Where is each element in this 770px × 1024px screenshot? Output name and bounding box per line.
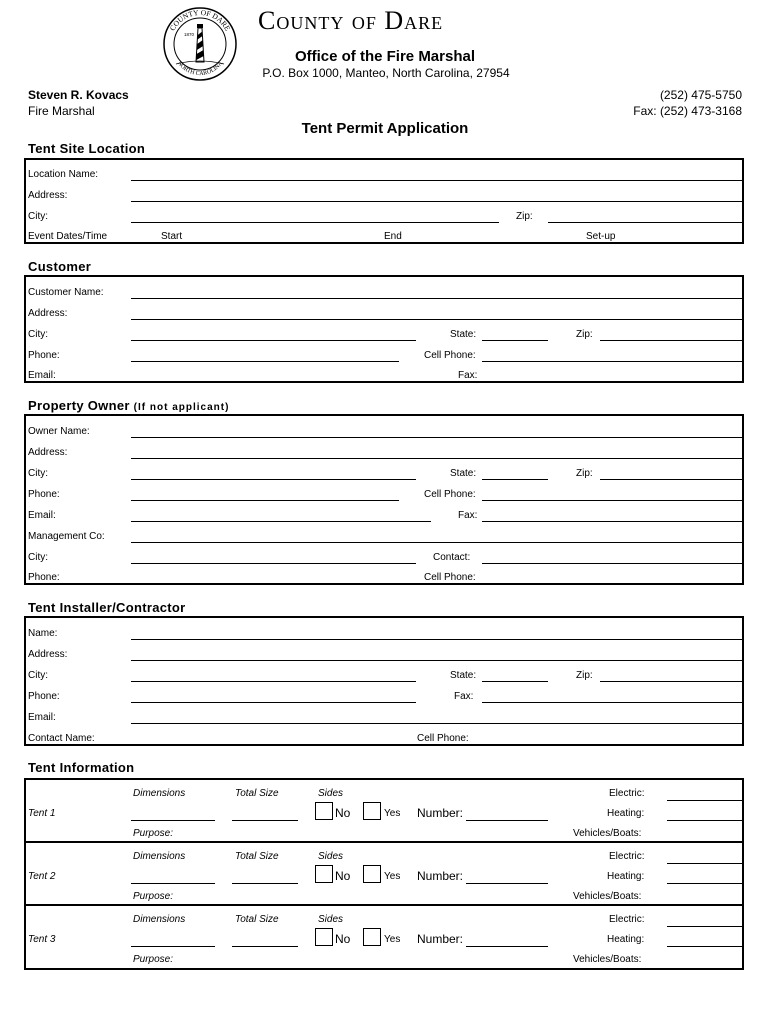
tent3-sides-yes-checkbox[interactable] (363, 928, 381, 946)
tent1-total-size-label: Total Size (235, 788, 279, 799)
tent3-electric-field[interactable] (667, 926, 742, 927)
installer-zip-label: Zip: (576, 670, 593, 681)
tent3-total-size-field[interactable] (232, 946, 298, 947)
tent1-total-size-field[interactable] (232, 820, 298, 821)
customer-cell-label: Cell Phone: (424, 350, 476, 361)
tent3-heating-field[interactable] (667, 946, 742, 947)
tent1-heating-label: Heating: (607, 808, 645, 819)
owner-email-label: Email: (28, 510, 56, 521)
customer-phone-label: Phone: (28, 350, 60, 361)
installer-fax-label: Fax: (454, 691, 474, 702)
tent3-no-label: No (335, 932, 351, 946)
seal-bottom-text: NORTH CAROLINA (175, 60, 225, 78)
location-name-field[interactable] (131, 180, 742, 181)
tent1-dimensions-field[interactable] (131, 820, 215, 821)
customer-section (24, 275, 744, 383)
installer-address-label: Address: (28, 649, 68, 660)
tent2-number-label: Number: (417, 869, 464, 883)
tent1-number-field[interactable] (466, 820, 548, 821)
customer-zip-field[interactable] (600, 340, 742, 341)
event-start-label: Start (161, 231, 183, 242)
owner-state-field[interactable] (482, 479, 548, 480)
owner-heading-note: (If not applicant) (133, 402, 230, 413)
tent2-sides-no-checkbox[interactable] (315, 865, 333, 883)
installer-phone-label: Phone: (28, 691, 60, 702)
site-heading: Tent Site Location (28, 141, 146, 156)
tent2-electric-label: Electric: (609, 851, 645, 862)
tent3-sides-no-checkbox[interactable] (315, 928, 333, 946)
customer-state-field[interactable] (482, 340, 548, 341)
tent2-heating-field[interactable] (667, 883, 742, 884)
customer-name-label: Customer Name: (28, 287, 104, 298)
customer-city-field[interactable] (131, 340, 416, 341)
installer-contact-label: Contact Name: (28, 733, 95, 744)
tent3-label: Tent 3 (28, 934, 56, 945)
customer-name-field[interactable] (131, 298, 742, 299)
installer-heading: Tent Installer/Contractor (28, 600, 186, 615)
tent2-dimensions-field[interactable] (131, 883, 215, 884)
installer-phone-field[interactable] (131, 702, 416, 703)
owner-phone-field[interactable] (131, 500, 399, 501)
form-title: Tent Permit Application (301, 120, 469, 137)
county-title: County of Dare (258, 6, 444, 35)
seal-year: 1870 (184, 32, 195, 37)
county-seal (162, 6, 238, 82)
mgmt-city-label: City: (28, 552, 48, 563)
owner-city-field[interactable] (131, 479, 416, 480)
owner-heading-text: Property Owner (28, 398, 130, 413)
owner-cell-label: Cell Phone: (424, 489, 476, 500)
installer-section (24, 616, 744, 746)
tent3-electric-label: Electric: (609, 914, 645, 925)
owner-state-label: State: (450, 468, 477, 479)
office-name: Office of the Fire Marshal (294, 48, 476, 65)
mgmt-contact-field[interactable] (482, 563, 742, 564)
owner-phone-label: Phone: (28, 489, 60, 500)
office-address: P.O. Box 1000, Manteo, North Carolina, 27954 (262, 66, 510, 80)
tent2-label: Tent 2 (28, 871, 56, 882)
mgmt-contact-label: Contact: (433, 552, 471, 563)
event-dates-label: Event Dates/Time (28, 231, 108, 242)
owner-name-field[interactable] (131, 437, 742, 438)
site-address-label: Address: (28, 190, 68, 201)
tent2-dimensions-label: Dimensions (133, 851, 186, 862)
tent2-total-size-label: Total Size (235, 851, 279, 862)
installer-name-label: Name: (28, 628, 58, 639)
mgmt-phone-label: Phone: (28, 572, 60, 583)
marshal-title: Fire Marshal (28, 104, 95, 118)
seal-top-text: COUNTY OF DARE (167, 7, 233, 33)
owner-address-field[interactable] (131, 458, 742, 459)
owner-name-label: Owner Name: (28, 426, 90, 437)
tent3-number-field[interactable] (466, 946, 548, 947)
tent1-electric-label: Electric: (609, 788, 645, 799)
owner-heading (28, 398, 229, 413)
office-fax: Fax: (252) 473-3168 (633, 104, 742, 118)
site-address-field[interactable] (131, 201, 742, 202)
tent2-heating-label: Heating: (607, 871, 645, 882)
customer-phone-field[interactable] (131, 361, 399, 362)
owner-address-label: Address: (28, 447, 68, 458)
event-setup-label: Set-up (586, 231, 616, 242)
installer-email-field[interactable] (131, 723, 742, 724)
tent3-yes-label: Yes (384, 934, 401, 945)
tent2-purpose-label: Purpose: (133, 891, 174, 902)
mgmt-cell-label: Cell Phone: (424, 572, 476, 583)
tent3-dimensions-label: Dimensions (133, 914, 186, 925)
customer-fax-label: Fax: (458, 370, 478, 381)
tent1-dimensions-label: Dimensions (133, 788, 186, 799)
tent1-number-label: Number: (417, 806, 464, 820)
tent1-no-label: No (335, 806, 351, 820)
tent1-yes-label: Yes (384, 808, 401, 819)
customer-address-label: Address: (28, 308, 68, 319)
customer-city-label: City: (28, 329, 48, 340)
tent-section (24, 778, 744, 970)
location-name-label: Location Name: (28, 169, 99, 180)
office-phone: (252) 475-5750 (659, 88, 742, 102)
tent2-no-label: No (335, 869, 351, 883)
tent1-vehicles-label: Vehicles/Boats: (573, 828, 642, 839)
tent-separator (26, 904, 742, 906)
owner-email-field[interactable] (131, 521, 431, 522)
installer-fax-field[interactable] (482, 702, 742, 703)
owner-city-label: City: (28, 468, 48, 479)
installer-city-field[interactable] (131, 681, 416, 682)
site-zip-label: Zip: (516, 211, 533, 222)
mgmt-co-field[interactable] (131, 542, 742, 543)
installer-city-label: City: (28, 670, 48, 681)
customer-heading: Customer (28, 259, 92, 274)
tent2-yes-label: Yes (384, 871, 401, 882)
installer-address-field[interactable] (131, 660, 742, 661)
customer-email-label: Email: (28, 370, 56, 381)
installer-email-label: Email: (28, 712, 56, 723)
installer-cell-label: Cell Phone: (417, 733, 469, 744)
tent3-purpose-label: Purpose: (133, 954, 174, 965)
tent3-number-label: Number: (417, 932, 464, 946)
owner-cell-field[interactable] (482, 500, 742, 501)
tent1-sides-no-checkbox[interactable] (315, 802, 333, 820)
installer-name-field[interactable] (131, 639, 742, 640)
tent1-sides-label: Sides (318, 788, 344, 799)
tent2-sides-yes-checkbox[interactable] (363, 865, 381, 883)
tent2-total-size-field[interactable] (232, 883, 298, 884)
site-section (24, 158, 744, 244)
marshal-name: Steven R. Kovacs (28, 88, 129, 102)
owner-zip-field[interactable] (600, 479, 742, 480)
installer-state-field[interactable] (482, 681, 548, 682)
tent-separator (26, 841, 742, 843)
mgmt-city-field[interactable] (131, 563, 416, 564)
owner-fax-label: Fax: (458, 510, 478, 521)
installer-state-label: State: (450, 670, 477, 681)
event-end-label: End (384, 231, 402, 242)
customer-address-field[interactable] (131, 319, 742, 320)
tent-heading: Tent Information (28, 760, 135, 775)
tent3-total-size-label: Total Size (235, 914, 279, 925)
tent3-sides-label: Sides (318, 914, 344, 925)
mgmt-co-label: Management Co: (28, 531, 105, 542)
owner-zip-label: Zip: (576, 468, 593, 479)
customer-state-label: State: (450, 329, 477, 340)
tent1-heating-field[interactable] (667, 820, 742, 821)
tent3-heating-label: Heating: (607, 934, 645, 945)
site-city-field[interactable] (131, 222, 499, 223)
tent3-dimensions-field[interactable] (131, 946, 215, 947)
owner-fax-field[interactable] (482, 521, 742, 522)
tent2-vehicles-label: Vehicles/Boats: (573, 891, 642, 902)
site-city-label: City: (28, 211, 48, 222)
tent2-electric-field[interactable] (667, 863, 742, 864)
tent1-sides-yes-checkbox[interactable] (363, 802, 381, 820)
site-zip-field[interactable] (548, 222, 742, 223)
tent1-electric-field[interactable] (667, 800, 742, 801)
tent1-label: Tent 1 (28, 808, 56, 819)
tent2-sides-label: Sides (318, 851, 344, 862)
customer-cell-field[interactable] (482, 361, 742, 362)
tent2-number-field[interactable] (466, 883, 548, 884)
tent3-vehicles-label: Vehicles/Boats: (573, 954, 642, 965)
owner-section (24, 414, 744, 585)
customer-zip-label: Zip: (576, 329, 593, 340)
installer-zip-field[interactable] (600, 681, 742, 682)
tent1-purpose-label: Purpose: (133, 828, 174, 839)
